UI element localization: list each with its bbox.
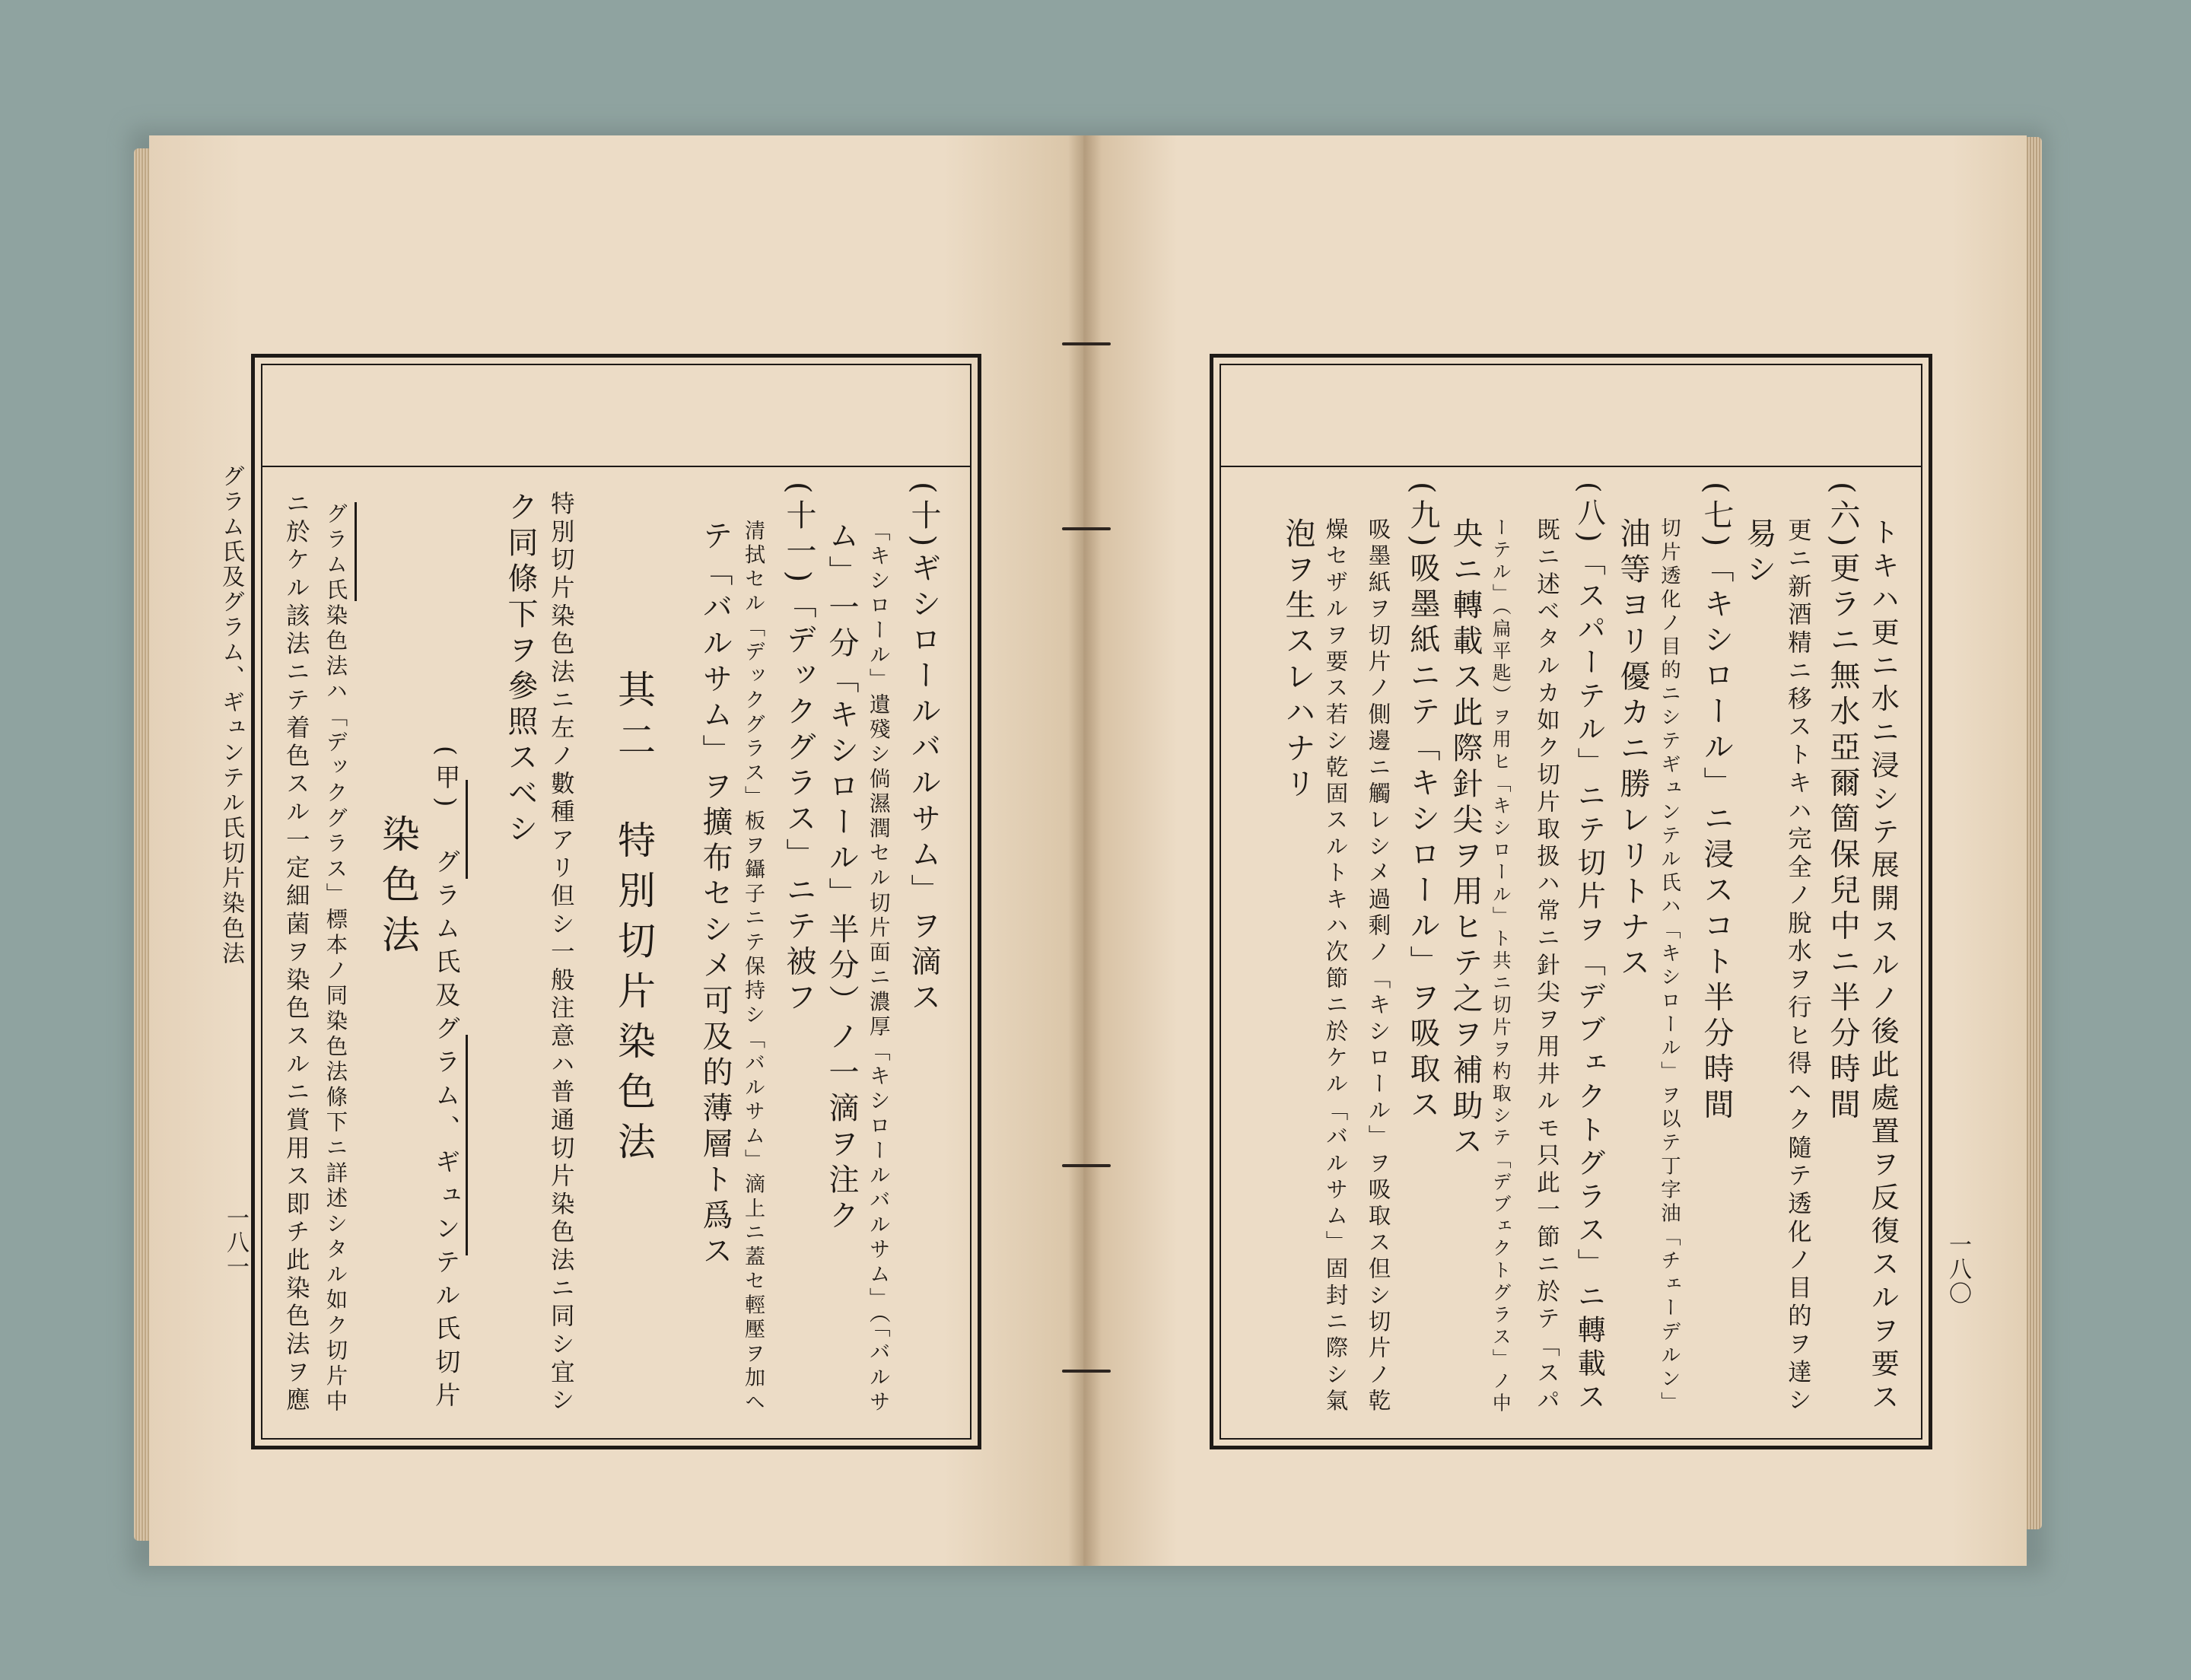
- binding-stitch: [1062, 527, 1111, 530]
- subsection-heading: (甲) グラム氏及グラム、ギュンテル氏切片: [431, 746, 462, 1415]
- binding-stitch: [1062, 342, 1111, 345]
- text-column: (六)更ラニ無水亞爾箇保兒中ニ半分時間: [1825, 482, 1860, 1125]
- text-column: (七)「キシロール」ニ浸スコト半分時間: [1699, 482, 1734, 1125]
- book-gutter: [1068, 135, 1102, 1566]
- text-column: ニ於ケル該法ニテ着色スル一定細菌ヲ染色スルニ賞用ス即チ此染色法ヲ應: [281, 491, 310, 1415]
- right-text-frame: [1210, 354, 1932, 1449]
- text-column: ム」一分「キシロール」半分）ノ一滴ヲ注ク: [824, 520, 859, 1235]
- right-head-rule: [1221, 466, 1921, 467]
- text-column: 特別切片染色法ニ左ノ數種アリ但シ一般注意ハ普通切片染色法ニ同シ宜シ: [546, 491, 574, 1415]
- text-column: (十一)「デックグラス」ニテ被フ: [781, 482, 816, 1017]
- text-column: トキハ更ニ水ニ浸シテ展開スルノ後此處置ヲ反復スルヲ要ス: [1866, 517, 1900, 1415]
- text-column: 易シ: [1741, 517, 1776, 589]
- page-number-right: 一八〇: [1945, 1233, 1971, 1306]
- text-column: 更ニ新酒精ニ移ストキハ完全ノ脫水ヲ行ヒ得ヘク隨テ透化ノ目的ヲ達シ: [1783, 517, 1811, 1415]
- underline-mark: [355, 502, 357, 601]
- subsection-heading-cont: 染色法: [376, 814, 420, 965]
- text-column: 燥セザルヲ要ス若シ乾固スルトキハ次節ニ於ケル「バルサム」固封ニ際シ氣: [1322, 517, 1349, 1415]
- left-head-rule: [262, 466, 970, 467]
- section-heading: 其二 特別切片染色法: [612, 670, 656, 1172]
- text-column: テ「バルサム」ヲ擴布セシメ可及的薄層ト爲ス: [698, 520, 733, 1271]
- binding-stitch: [1062, 1370, 1111, 1373]
- text-column: (十)ギシロールバルサム」ヲ滴ス: [906, 482, 941, 1017]
- text-column: 央ニ轉載ス此際針尖ヲ用ヒテ之ヲ補助ス: [1448, 517, 1483, 1161]
- text-column: 油等ヨリ優カニ勝レリトナス: [1615, 517, 1650, 982]
- text-column: 清拭セル「デックグラス」板ヲ鑷子ニテ保持シ「バルサム」滴上ニ蓋セ輕壓ヲ加ヘ: [741, 520, 765, 1415]
- running-head: グラム氏及グラム、ギュンテル氏切片染色法: [218, 464, 244, 966]
- text-column: 切片透化ノ目的ニシテギュンテル氏ハ「キシロール」ヲ以テ丁字油「チェーデルン」: [1657, 517, 1681, 1415]
- underline-mark: [466, 1035, 468, 1255]
- binding-stitch: [1062, 1164, 1111, 1167]
- text-column: (八)「スパーテル」ニテ切片ヲ「デブェクトグラス」ニ轉載ス: [1572, 482, 1607, 1415]
- underline-mark: [466, 780, 468, 879]
- text-column: 泡ヲ生スレハナリ: [1280, 517, 1315, 803]
- text-column: グラム氏染色法ハ「デックグラス」標本ノ同染色法條下ニ詳述シタル如ク切片中: [323, 502, 348, 1415]
- text-column: ーテル」（扁平匙）ヲ用ヒ「キシロール」ト共ニ切片ヲ杓取シテ「デブェクトグラス」ノ中: [1490, 517, 1512, 1415]
- text-column: 既ニ述ベタルカ如ク切片取扱ハ常ニ針尖ヲ用井ルモ只此一節ニ於テ「スパ: [1532, 517, 1560, 1415]
- text-column: 吸墨紙ヲ切片ノ側邊ニ觸レシメ過剩ノ「キシロール」ヲ吸取ス但シ切片ノ乾: [1365, 517, 1391, 1415]
- text-column: (九)吸墨紙ニテ「キシロール」ヲ吸取ス: [1405, 482, 1440, 1125]
- text-column: 「キシロール」遺殘シ倘濕潤セル切片面ニ濃厚「キシロールバルサム」（「バルサ: [865, 520, 891, 1415]
- page-number-left: 一八一: [222, 1206, 249, 1279]
- text-column: ク同條下ヲ參照スベシ: [503, 491, 538, 848]
